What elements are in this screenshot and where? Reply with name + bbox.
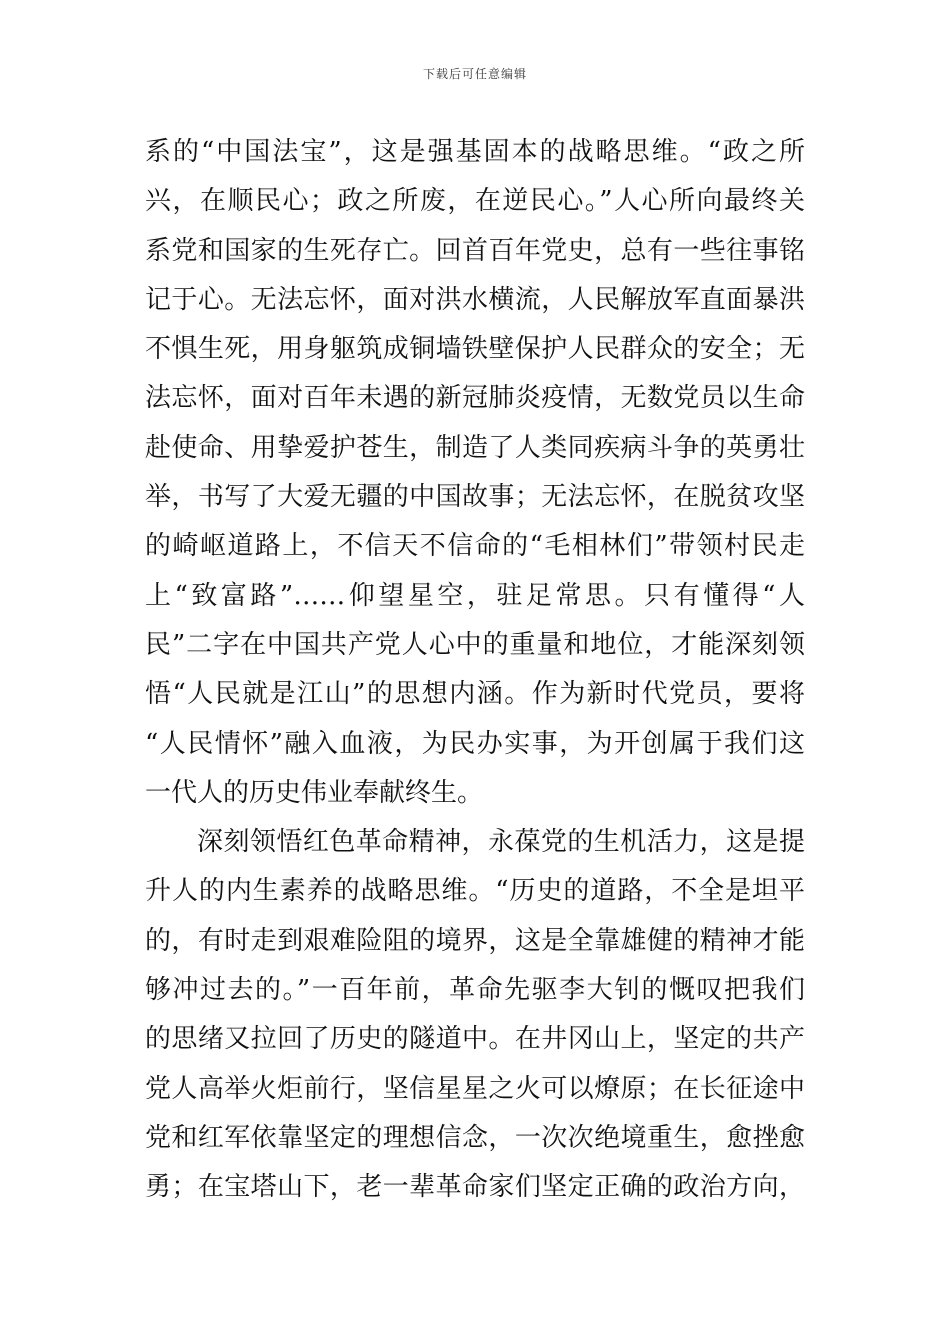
document-body bbox=[145, 128, 805, 1213]
text-line: 深刻领悟红色革命精神，永葆党的生机活力，这是提 bbox=[197, 827, 805, 858]
text-line: “人民情怀”融入血液，为民办实事，为开创属于我们这 bbox=[145, 728, 805, 759]
text-line: 法忘怀，面对百年未遇的新冠肺炎疫情，无数党员以生命 bbox=[145, 383, 805, 414]
text-line: 的崎岖道路上，不信天不信命的“毛相林们”带领村民走 bbox=[145, 531, 805, 562]
text-line: 民”二字在中国共产党人心中的重量和地位，才能深刻领 bbox=[145, 629, 805, 660]
text-line: 举，书写了大爱无疆的中国故事；无法忘怀，在脱贫攻坚 bbox=[145, 482, 805, 513]
text-line: 的，有时走到艰难险阻的境界，这是全靠雄健的精神才能 bbox=[145, 925, 805, 956]
text-line: 系的“中国法宝”，这是强基固本的战略思维。“政之所 bbox=[145, 137, 805, 167]
paragraph-2 bbox=[145, 818, 805, 1212]
text-line: 悟“人民就是江山”的思想内涵。作为新时代党员，要将 bbox=[145, 679, 805, 710]
text-line: 不惧生死，用身躯筑成铜墙铁壁保护人民群众的安全；无 bbox=[145, 334, 805, 365]
text-line: 兴，在顺民心；政之所废，在逆民心。”人心所向最终关 bbox=[145, 186, 805, 217]
text-line: 一代人的历史伟业奉献终生。 bbox=[145, 777, 484, 808]
text-line: 党人高举火炬前行，坚信星星之火可以燎原；在长征途中 bbox=[145, 1073, 805, 1104]
text-line: 上“致富路”……仰望星空，驻足常思。只有懂得“人 bbox=[145, 580, 805, 611]
text-line: 赴使命、用挚爱护苍生，制造了人类同疾病斗争的英勇壮 bbox=[145, 432, 805, 463]
text-line: 够冲过去的。”一百年前，革命先驱李大钊的慨叹把我们 bbox=[145, 975, 805, 1006]
paragraph-1 bbox=[145, 128, 805, 818]
page-header: 下载后可任意编辑 bbox=[422, 67, 527, 81]
text-line: 党和红军依靠坚定的理想信念，一次次绝境重生，愈挫愈 bbox=[145, 1122, 805, 1153]
text-line: 的思绪又拉回了历史的隧道中。在井冈山上，坚定的共产 bbox=[145, 1024, 805, 1055]
text-line: 升人的内生素养的战略思维。“历史的道路，不全是坦平 bbox=[145, 876, 805, 907]
text-line: 勇；在宝塔山下，老一辈革命家们坚定正确的政治方向， bbox=[145, 1172, 805, 1203]
text-line: 系党和国家的生死存亡。回首百年党史，总有一些往事铭 bbox=[145, 235, 805, 266]
text-line: 记于心。无法忘怀，面对洪水横流，人民解放军直面暴洪 bbox=[145, 284, 805, 315]
